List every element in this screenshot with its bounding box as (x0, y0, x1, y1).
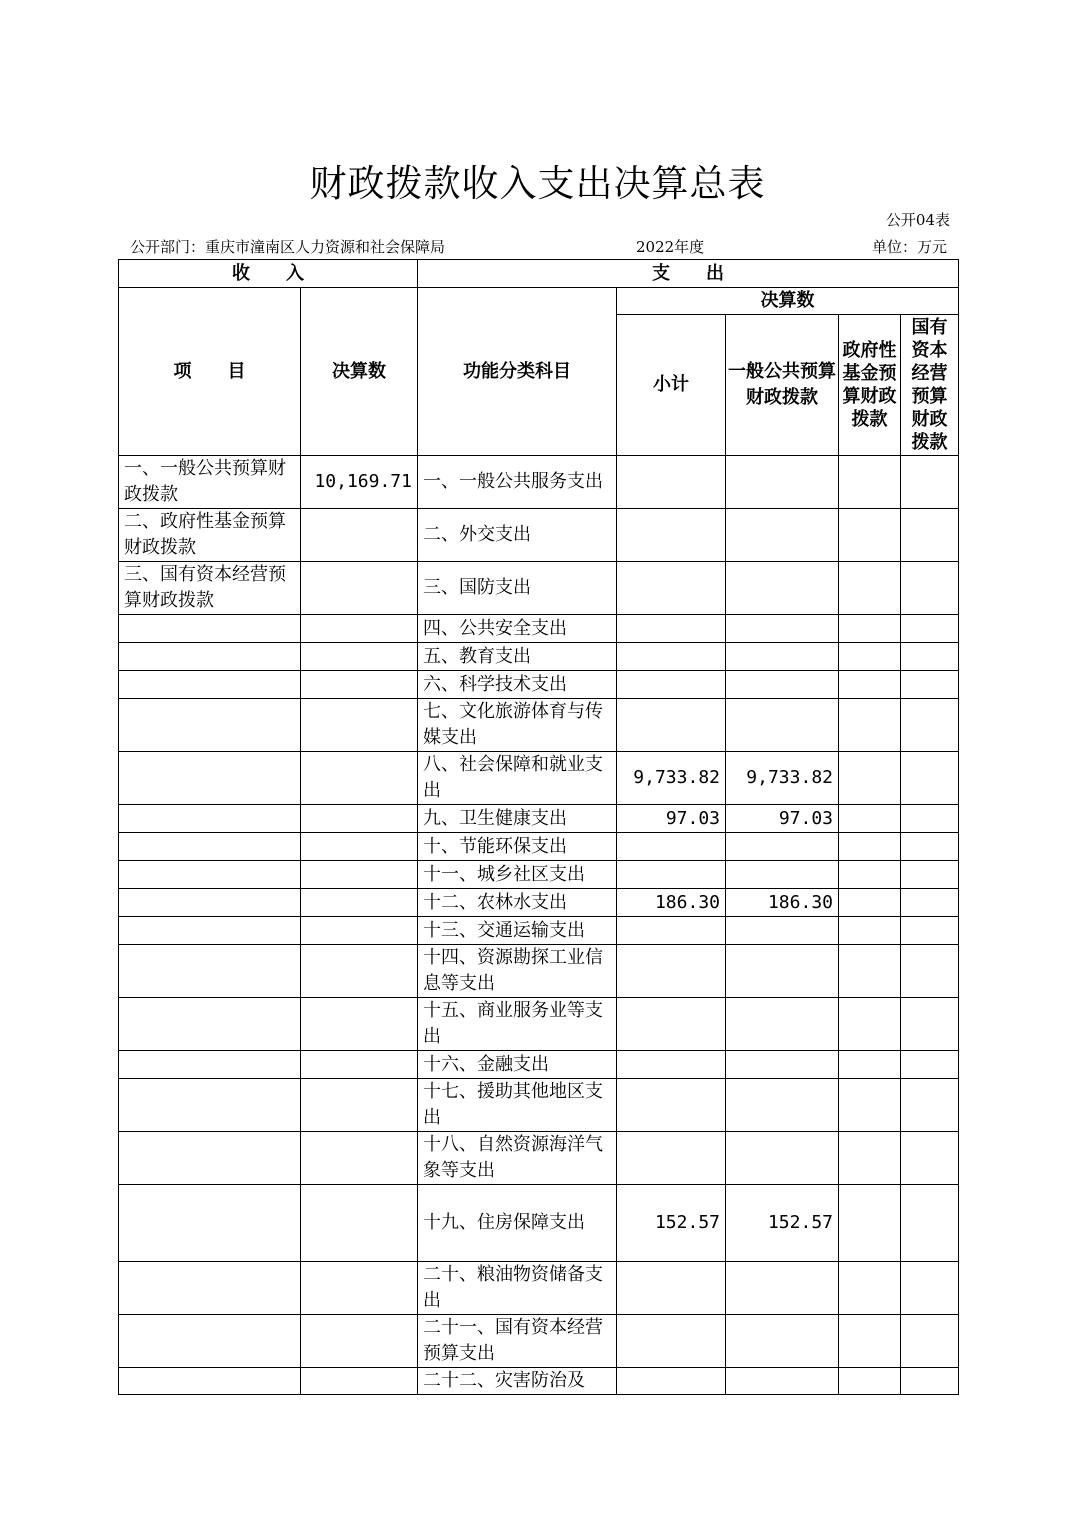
function-item-cell: 十八、自然资源海洋气象等支出 (418, 1132, 617, 1185)
gov-fund-cell (839, 1315, 901, 1368)
income-amount-cell (301, 752, 418, 805)
income-item-cell (119, 1051, 301, 1079)
table-row (119, 699, 959, 752)
income-amount-cell (301, 861, 418, 889)
table-row (119, 1132, 959, 1185)
state-capital-cell (901, 917, 959, 945)
table-row (119, 889, 959, 917)
gov-fund-cell (839, 917, 901, 945)
amount-header: 决算数 (301, 288, 418, 456)
state-capital-cell (901, 889, 959, 917)
income-item-cell (119, 671, 301, 699)
item-header: 项 目 (119, 288, 301, 456)
income-item-cell (119, 805, 301, 833)
function-item-cell: 二十二、灾害防治及 (418, 1368, 617, 1395)
table-row (119, 752, 959, 805)
state-capital-cell (901, 643, 959, 671)
general-budget-cell (726, 456, 839, 509)
table-row (119, 945, 959, 998)
state-capital-header: 国有资本经营预算财政拨款 (901, 315, 959, 456)
state-capital-cell (901, 1079, 959, 1132)
subtotal-header: 小计 (617, 315, 726, 456)
function-item-cell: 六、科学技术支出 (418, 671, 617, 699)
table-row (119, 671, 959, 699)
state-capital-cell (901, 1262, 959, 1315)
gov-fund-cell (839, 615, 901, 643)
expense-header: 支 出 (418, 260, 959, 288)
gov-fund-cell (839, 1132, 901, 1185)
function-item-cell: 四、公共安全支出 (418, 615, 617, 643)
state-capital-cell (901, 562, 959, 615)
general-budget-cell (726, 861, 839, 889)
function-item-cell: 十一、城乡社区支出 (418, 861, 617, 889)
gov-fund-cell (839, 805, 901, 833)
income-amount-cell (301, 917, 418, 945)
income-amount-cell (301, 1051, 418, 1079)
general-budget-cell (726, 509, 839, 562)
table-row (119, 998, 959, 1051)
gov-fund-cell (839, 861, 901, 889)
income-amount-cell (301, 509, 418, 562)
general-budget-cell (726, 643, 839, 671)
income-item-cell (119, 1368, 301, 1395)
subtotal-cell (617, 1315, 726, 1368)
final-amount-header: 决算数 (617, 288, 959, 315)
table-row (119, 861, 959, 889)
subtotal-cell (617, 615, 726, 643)
gov-fund-cell (839, 562, 901, 615)
income-item-cell (119, 945, 301, 998)
subtotal-cell: 152.57 (617, 1185, 726, 1262)
table-row (119, 1079, 959, 1132)
table-row (119, 1051, 959, 1079)
general-budget-cell (726, 1315, 839, 1368)
subtotal-cell (617, 1079, 726, 1132)
income-amount-cell (301, 615, 418, 643)
income-amount-cell (301, 562, 418, 615)
gov-fund-cell (839, 643, 901, 671)
income-item-cell (119, 752, 301, 805)
function-item-cell: 九、卫生健康支出 (418, 805, 617, 833)
subtotal-cell (617, 1051, 726, 1079)
general-budget-cell (726, 833, 839, 861)
state-capital-cell (901, 1051, 959, 1079)
income-amount-cell (301, 805, 418, 833)
income-item-cell: 一、一般公共预算财政拨款 (119, 456, 301, 509)
gov-fund-cell (839, 833, 901, 861)
table-row (119, 1315, 959, 1368)
income-item-cell (119, 1315, 301, 1368)
state-capital-cell (901, 998, 959, 1051)
income-amount-cell (301, 1315, 418, 1368)
general-budget-cell: 152.57 (726, 1185, 839, 1262)
income-amount-cell (301, 1262, 418, 1315)
function-item-cell: 十七、援助其他地区支出 (418, 1079, 617, 1132)
state-capital-cell (901, 699, 959, 752)
gov-fund-cell (839, 671, 901, 699)
state-capital-cell (901, 456, 959, 509)
gov-fund-header: 政府性基金预算财政拨款 (839, 315, 901, 456)
year-label: 2022年度 (636, 238, 705, 256)
state-capital-cell (901, 1368, 959, 1395)
table-row (119, 615, 959, 643)
income-item-cell (119, 833, 301, 861)
table-row (119, 509, 959, 562)
income-amount-cell (301, 833, 418, 861)
gov-fund-cell (839, 1368, 901, 1395)
general-budget-cell: 97.03 (726, 805, 839, 833)
function-item-cell: 十六、金融支出 (418, 1051, 617, 1079)
income-header: 收 入 (119, 260, 418, 288)
function-item-cell: 十二、农林水支出 (418, 889, 617, 917)
function-item-cell: 八、社会保障和就业支出 (418, 752, 617, 805)
income-amount-cell (301, 699, 418, 752)
income-amount-cell (301, 1185, 418, 1262)
income-item-cell (119, 861, 301, 889)
state-capital-cell (901, 805, 959, 833)
function-item-cell: 十五、商业服务业等支出 (418, 998, 617, 1051)
table-number: 公开04表 (885, 211, 950, 229)
state-capital-cell (901, 509, 959, 562)
income-amount-cell: 10,169.71 (301, 456, 418, 509)
table-row (119, 917, 959, 945)
income-amount-cell (301, 889, 418, 917)
function-item-cell: 十、节能环保支出 (418, 833, 617, 861)
table-row (119, 1185, 959, 1262)
state-capital-cell (901, 671, 959, 699)
state-capital-cell (901, 1185, 959, 1262)
gov-fund-cell (839, 1185, 901, 1262)
gov-fund-cell (839, 1262, 901, 1315)
subtotal-cell (617, 1368, 726, 1395)
income-item-cell (119, 1079, 301, 1132)
subtotal-cell (617, 945, 726, 998)
function-item-cell: 三、国防支出 (418, 562, 617, 615)
subtotal-cell (617, 509, 726, 562)
function-item-cell: 十四、资源勘探工业信息等支出 (418, 945, 617, 998)
state-capital-cell (901, 1315, 959, 1368)
income-amount-cell (301, 671, 418, 699)
function-item-cell: 一、一般公共服务支出 (418, 456, 617, 509)
subtotal-cell: 9,733.82 (617, 752, 726, 805)
subtotal-cell (617, 998, 726, 1051)
income-amount-cell (301, 1368, 418, 1395)
subtotal-cell: 97.03 (617, 805, 726, 833)
income-item-cell (119, 699, 301, 752)
gov-fund-cell (839, 1079, 901, 1132)
function-item-cell: 十三、交通运输支出 (418, 917, 617, 945)
function-item-cell: 二、外交支出 (418, 509, 617, 562)
table-row (119, 456, 959, 509)
state-capital-cell (901, 945, 959, 998)
gov-fund-cell (839, 752, 901, 805)
income-amount-cell (301, 998, 418, 1051)
table-row (119, 833, 959, 861)
department-label: 公开部门：重庆市潼南区人力资源和社会保障局 (130, 238, 446, 256)
state-capital-cell (901, 861, 959, 889)
function-item-cell: 五、教育支出 (418, 643, 617, 671)
page-title: 财政拨款收入支出决算总表 (309, 162, 766, 205)
gov-fund-cell (839, 998, 901, 1051)
state-capital-cell (901, 833, 959, 861)
subtotal-cell (617, 1132, 726, 1185)
subtotal-cell (617, 456, 726, 509)
general-budget-cell (726, 917, 839, 945)
income-item-cell (119, 643, 301, 671)
income-item-cell (119, 889, 301, 917)
income-item-cell (119, 1132, 301, 1185)
gov-fund-cell (839, 699, 901, 752)
budget-table (118, 259, 959, 1395)
general-budget-cell (726, 1079, 839, 1132)
subtotal-cell (617, 833, 726, 861)
income-item-cell (119, 998, 301, 1051)
general-budget-cell (726, 1051, 839, 1079)
general-budget-cell (726, 699, 839, 752)
function-item-cell: 二十一、国有资本经营预算支出 (418, 1315, 617, 1368)
state-capital-cell (901, 1132, 959, 1185)
general-budget-cell (726, 998, 839, 1051)
general-budget-header: 一般公共预算财政拨款 (726, 315, 839, 456)
function-item-cell: 七、文化旅游体育与传媒支出 (418, 699, 617, 752)
income-item-cell (119, 1262, 301, 1315)
general-budget-cell (726, 671, 839, 699)
unit-label: 单位：万元 (871, 238, 947, 256)
table-row (119, 1262, 959, 1315)
general-budget-cell (726, 945, 839, 998)
income-amount-cell (301, 1132, 418, 1185)
income-item-cell (119, 615, 301, 643)
income-item-cell: 三、国有资本经营预算财政拨款 (119, 562, 301, 615)
function-item-cell: 十九、住房保障支出 (418, 1185, 617, 1262)
subtotal-cell (617, 917, 726, 945)
general-budget-cell: 9,733.82 (726, 752, 839, 805)
income-amount-cell (301, 1079, 418, 1132)
general-budget-cell (726, 615, 839, 643)
table-row (119, 805, 959, 833)
gov-fund-cell (839, 456, 901, 509)
subtotal-cell (617, 671, 726, 699)
subtotal-cell: 186.30 (617, 889, 726, 917)
subtotal-cell (617, 699, 726, 752)
gov-fund-cell (839, 945, 901, 998)
subtotal-cell (617, 861, 726, 889)
income-amount-cell (301, 643, 418, 671)
gov-fund-cell (839, 1051, 901, 1079)
table-row (119, 1368, 959, 1395)
table-row (119, 562, 959, 615)
income-item-cell: 二、政府性基金预算财政拨款 (119, 509, 301, 562)
state-capital-cell (901, 615, 959, 643)
income-item-cell (119, 1185, 301, 1262)
general-budget-cell (726, 1132, 839, 1185)
gov-fund-cell (839, 509, 901, 562)
income-amount-cell (301, 945, 418, 998)
function-category-header: 功能分类科目 (418, 288, 617, 456)
subtotal-cell (617, 562, 726, 615)
general-budget-cell: 186.30 (726, 889, 839, 917)
table-row (119, 643, 959, 671)
income-item-cell (119, 917, 301, 945)
function-item-cell: 二十、粮油物资储备支出 (418, 1262, 617, 1315)
general-budget-cell (726, 1368, 839, 1395)
general-budget-cell (726, 562, 839, 615)
gov-fund-cell (839, 889, 901, 917)
subtotal-cell (617, 1262, 726, 1315)
general-budget-cell (726, 1262, 839, 1315)
subtotal-cell (617, 643, 726, 671)
state-capital-cell (901, 752, 959, 805)
